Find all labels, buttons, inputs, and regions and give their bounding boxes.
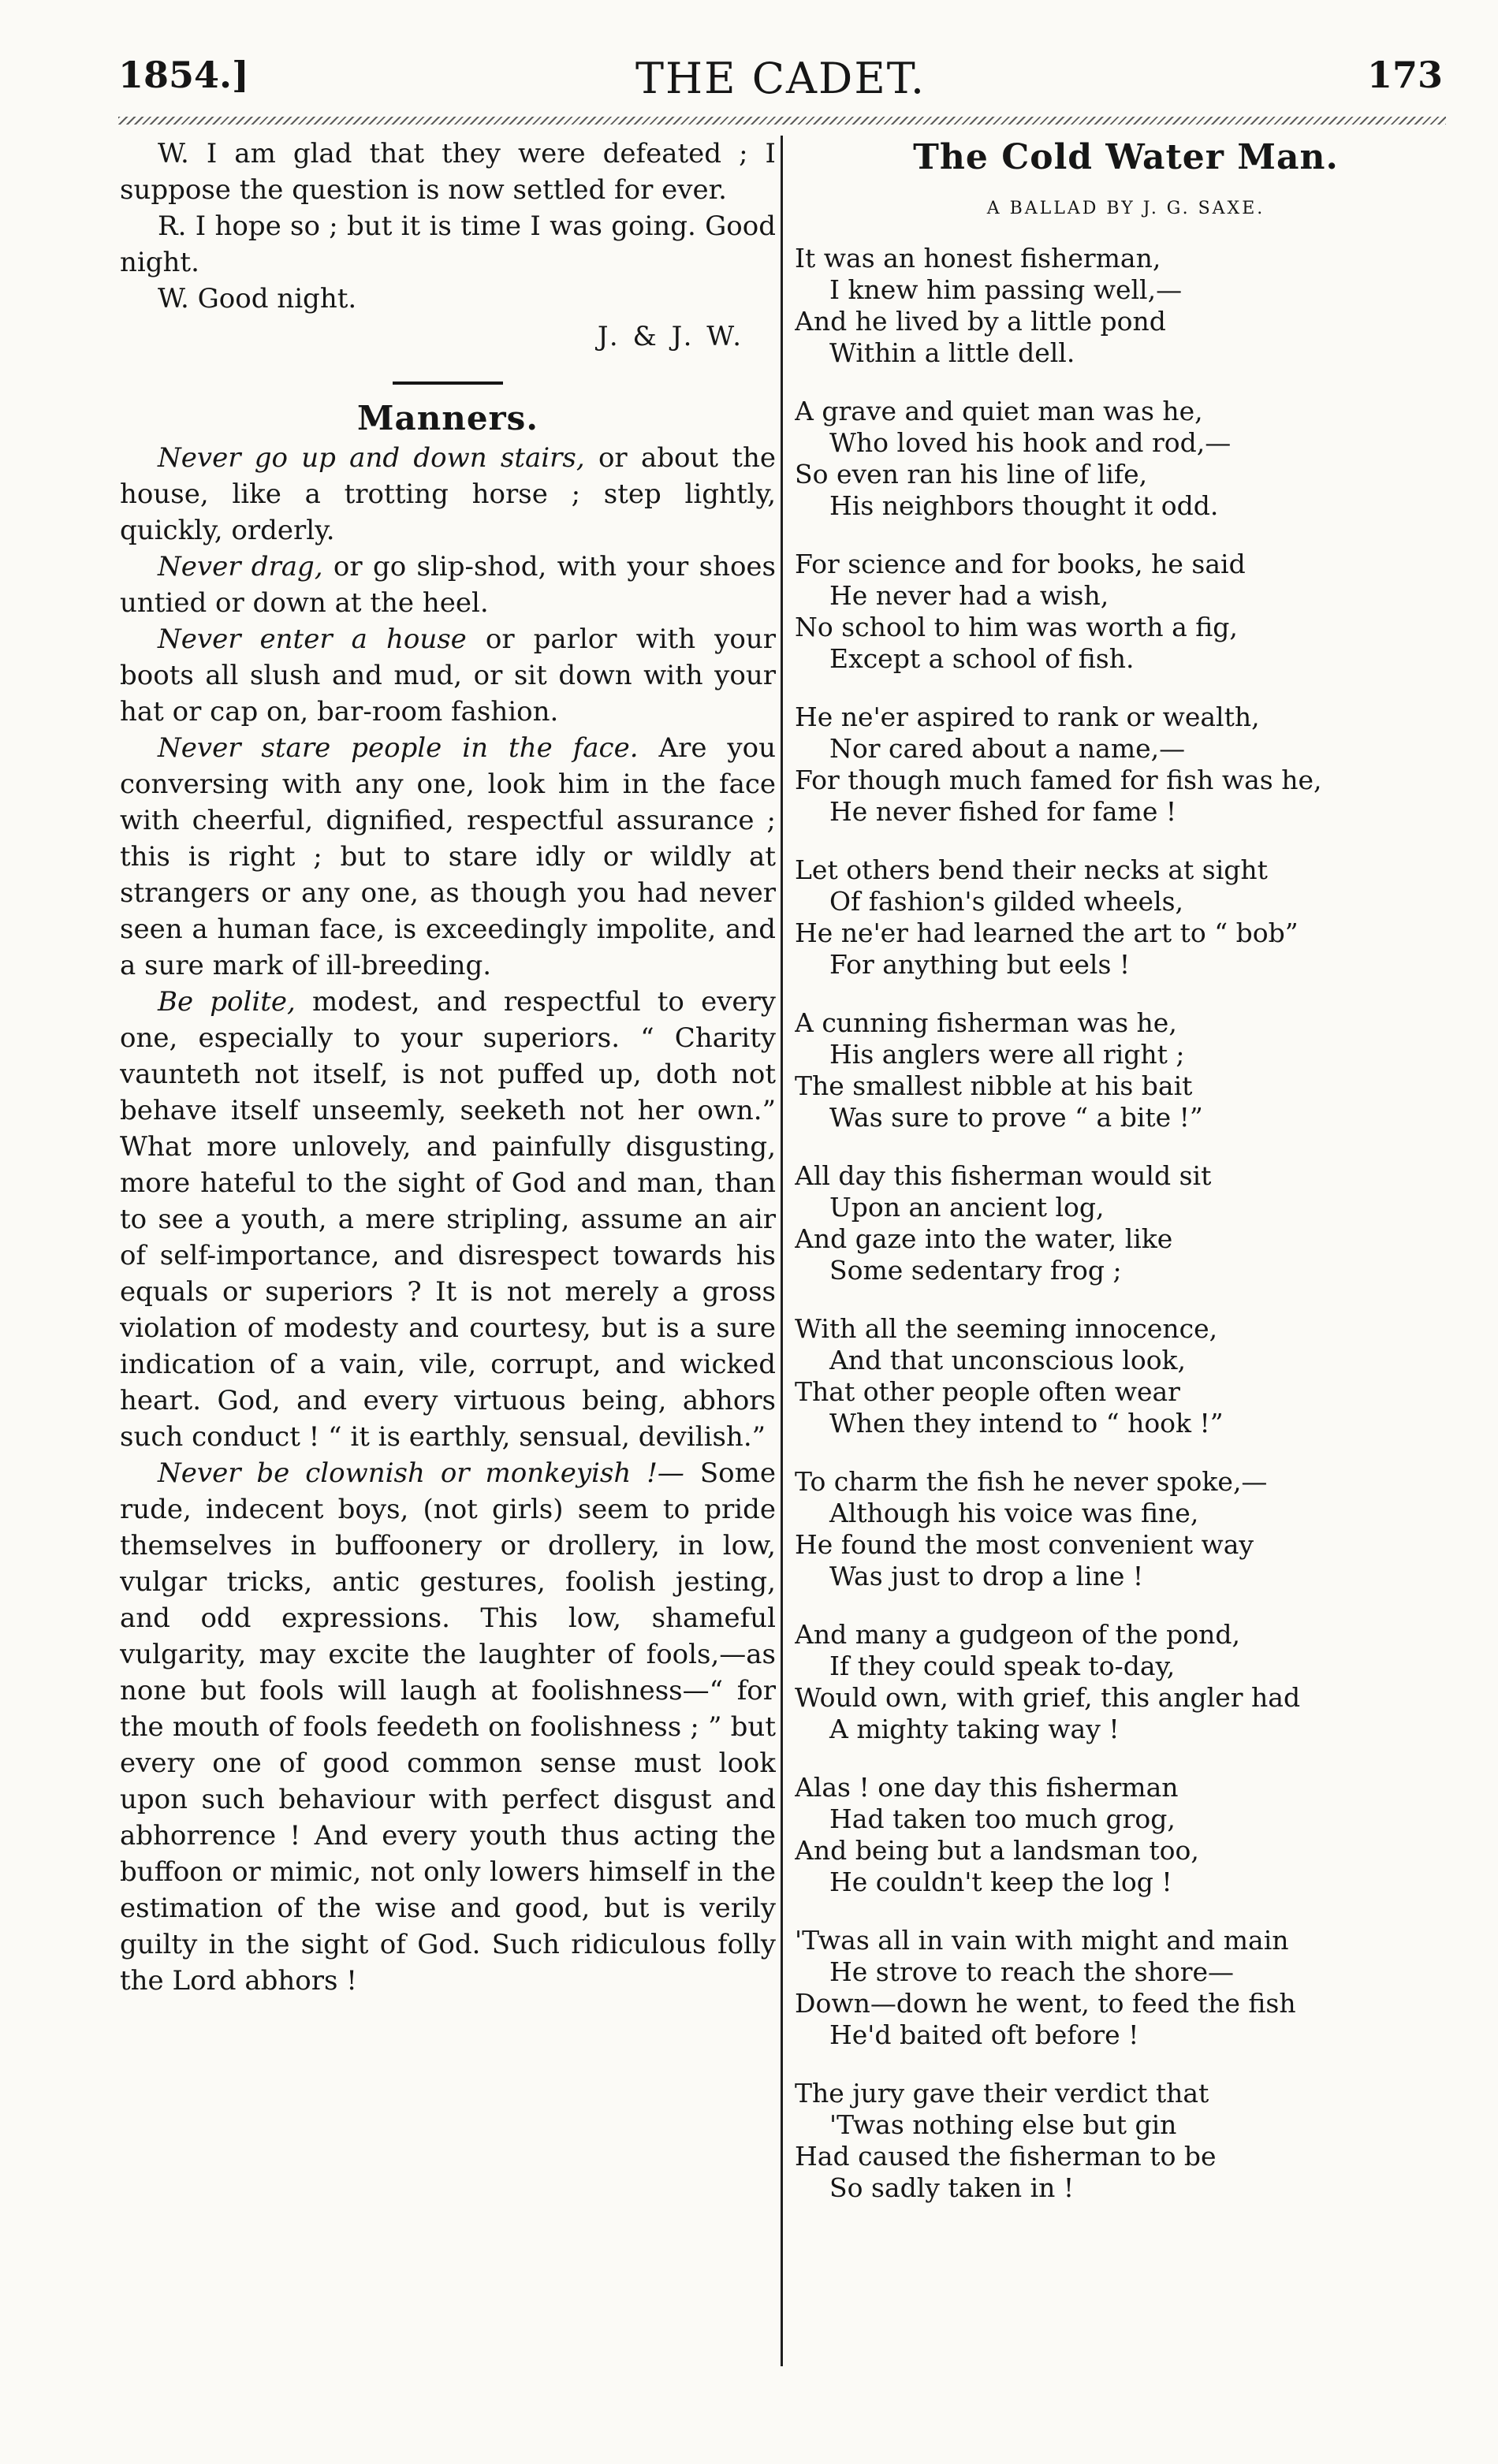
- paragraph: [120, 730, 776, 984]
- poem-stanza: [795, 1772, 1457, 1898]
- poem-line: Down—down he went, to feed the fish: [795, 1988, 1296, 2019]
- poem-stanza: [795, 396, 1457, 522]
- paragraph-text: Some rude, indecent boys, (not girls) seem to pride themselves in buffoonery or drollery, in low, vulgar tricks, antic gestures, foolish jesting, and odd expressions. This low, shameful vulgarity, may excite the laughter of fools,—as none but fools will laugh at foolishness—“ for the mouth of fools feedeth on foolishness ; ” but every one of good common sense must look upon such behaviour with perfect disgust and abhorrence ! And every youth thus acting the buffoon or mimic, not only lowers himself in the estimation of the wise and good, but is verily guilty in the sight of God. Such ridiculous folly the Lord abhors !: [120, 1457, 776, 1997]
- poem-title: The Cold Water Man.: [913, 137, 1339, 177]
- paragraph-lead: Never enter a house: [158, 623, 467, 655]
- paragraph-lead: Never drag,: [158, 551, 323, 583]
- header-title: THE CADET.: [635, 54, 926, 103]
- poem-line: Except a school of fish.: [829, 643, 1135, 674]
- poem-line: Had caused the fisherman to be: [795, 2141, 1217, 2172]
- poem-line: A mighty taking way !: [829, 1714, 1120, 1744]
- poem-line: It was an honest fisherman,: [795, 243, 1161, 274]
- poem-line: For though much famed for fish was he,: [795, 765, 1322, 795]
- poem-line: Who loved his hook and rod,—: [829, 427, 1232, 458]
- paragraph-lead: Never go up and down stairs,: [158, 442, 585, 474]
- poem-line: He found the most convenient way: [795, 1529, 1254, 1560]
- poem-body: [795, 243, 1457, 2204]
- paragraph-lead: Be polite,: [158, 986, 296, 1018]
- poem-line: Some sedentary frog ;: [829, 1255, 1122, 1286]
- paragraph-text: modest, and respectful to every one, especially to your superiors. “ Charity vaunteth not itself, is not puffed up, doth not behave itself unseemly, seeketh not her own.” What more unlovely, and painfully disgusting, more hateful to the sight of God and man, than to see a youth, a mere stripling, assume an air of self-importance, and disrespect towards his equals or superiors ? It is not merely a gross violation of modesty and courtesy, but is a sure indication of a vain, vile, corrupt, and wicked heart. God, and every virtuous being, abhors such conduct ! “ it is earthly, sensual, devilish.”: [120, 986, 776, 1453]
- poem-line: He never had a wish,: [829, 580, 1109, 611]
- poem-line: He couldn't keep the log !: [829, 1867, 1172, 1897]
- poem-line: And gaze into the water, like: [795, 1223, 1173, 1254]
- paragraph-text: Are you conversing with any one, look him in the face with cheerful, dignified, respectful assurance ; this is right ; but to stare idly or wildly at strangers or any one, as though you had never seen a human face, is exceedingly impolite, and a sure mark of ill-breeding.: [120, 732, 776, 981]
- poem-line: Within a little dell.: [829, 337, 1075, 368]
- poem-line: Nor cared about a name,—: [829, 733, 1186, 764]
- poem-line: Let others bend their necks at sight: [795, 854, 1268, 885]
- section-separator: [393, 382, 503, 385]
- paragraph-lead: Never be clownish or monkeyish !—: [158, 1457, 684, 1489]
- poem-line: He'd baited oft before !: [829, 2019, 1139, 2050]
- dialogue-line: W. I am glad that they were defeated ; I suppose the question is now settled for ever.: [120, 138, 776, 206]
- poem-line: When they intend to “ hook !”: [829, 1408, 1224, 1439]
- right-column: [795, 136, 1457, 2374]
- poem-line: 'Twas nothing else but gin: [829, 2109, 1177, 2140]
- poem-line: His neighbors thought it odd.: [829, 490, 1219, 521]
- poem-line: The smallest nibble at his bait: [795, 1070, 1193, 1101]
- header-rule: [118, 117, 1446, 125]
- poem-line: He ne'er aspired to rank or wealth,: [795, 702, 1260, 732]
- poem-line: The jury gave their verdict that: [795, 2078, 1209, 2109]
- header-year: 1854.]: [118, 54, 249, 96]
- signature: J. & J. W.: [597, 321, 744, 352]
- paragraph: [120, 621, 776, 730]
- poem-stanza: [795, 1160, 1457, 1286]
- poem-line: So sadly taken in !: [829, 2172, 1075, 2203]
- column-divider: [781, 136, 783, 2366]
- poem-line: And that unconscious look,: [829, 1345, 1187, 1375]
- poem-line: For anything but eels !: [829, 949, 1131, 980]
- poem-stanza: [795, 1313, 1457, 1439]
- poem-line: A grave and quiet man was he,: [795, 396, 1203, 426]
- poem-line: And he lived by a little pond: [795, 306, 1166, 337]
- poem-line: Upon an ancient log,: [829, 1192, 1105, 1223]
- poem-line: For science and for books, he said: [795, 549, 1246, 579]
- poem-line: And being but a landsman too,: [795, 1835, 1199, 1866]
- paragraph: [120, 440, 776, 549]
- poem-line: Would own, with grief, this angler had: [795, 1682, 1301, 1713]
- poem-line: So even ran his line of life,: [795, 459, 1148, 489]
- paragraph-text: or parlor with your boots all slush and mud, or sit down with your hat or cap on, bar-room fashion.: [120, 623, 776, 728]
- page-number: 173: [1366, 54, 1443, 96]
- poem-line: I knew him passing well,—: [829, 274, 1183, 305]
- poem-line: To charm the fish he never spoke,—: [795, 1466, 1268, 1497]
- poem-line: No school to him was worth a fig,: [795, 612, 1238, 642]
- poem-stanza: [795, 702, 1457, 828]
- poem-line: Was sure to prove “ a bite !”: [829, 1102, 1203, 1133]
- poem-line: He ne'er had learned the art to “ bob”: [795, 917, 1299, 948]
- poem-line: A cunning fisherman was he,: [795, 1007, 1177, 1038]
- poem-line: That other people often wear: [795, 1376, 1180, 1407]
- poem-line: His anglers were all right ;: [829, 1039, 1185, 1070]
- paragraph-text: or about the house, like a trotting horse ; step lightly, quickly, orderly.: [120, 442, 776, 546]
- paragraph-lead: Never stare people in the face.: [158, 732, 639, 764]
- paragraph-text: or go slip-shod, with your shoes untied or down at the heel.: [120, 551, 776, 619]
- poem-line: Had taken too much grog,: [829, 1803, 1176, 1834]
- poem-stanza: [795, 1925, 1457, 2051]
- dialogue-line: R. I hope so ; but it is time I was going. Good night.: [120, 210, 776, 278]
- poem-stanza: [795, 854, 1457, 981]
- left-column: [120, 136, 776, 2374]
- paragraph: [120, 549, 776, 621]
- poem-line: He never fished for fame !: [829, 796, 1177, 827]
- poem-line: Although his voice was fine,: [829, 1498, 1199, 1528]
- section-heading: Manners.: [357, 399, 538, 437]
- poem-stanza: [795, 1007, 1457, 1133]
- poem-line: He strove to reach the shore—: [829, 1956, 1235, 1987]
- poem-line: With all the seeming innocence,: [795, 1313, 1218, 1344]
- poem-stanza: [795, 549, 1457, 675]
- poem-stanza: [795, 243, 1457, 369]
- poem-line: Of fashion's gilded wheels,: [829, 886, 1184, 917]
- paragraph: [120, 984, 776, 1455]
- poem-line: Was just to drop a line !: [829, 1561, 1144, 1591]
- poem-line: 'Twas all in vain with might and main: [795, 1925, 1289, 1956]
- poem-stanza: [795, 2078, 1457, 2204]
- poem-line: And many a gudgeon of the pond,: [795, 1619, 1240, 1650]
- poem-byline: A BALLAD BY J. G. SAXE.: [986, 199, 1265, 218]
- paragraph: [120, 1455, 776, 1999]
- poem-line: If they could speak to-day,: [829, 1651, 1176, 1681]
- poem-stanza: [795, 1466, 1457, 1592]
- poem-line: Alas ! one day this fisherman: [795, 1772, 1179, 1803]
- running-header: [118, 54, 1443, 117]
- poem-stanza: [795, 1619, 1457, 1745]
- dialogue-line: W. Good night.: [158, 283, 357, 315]
- poem-line: All day this fisherman would sit: [795, 1160, 1212, 1191]
